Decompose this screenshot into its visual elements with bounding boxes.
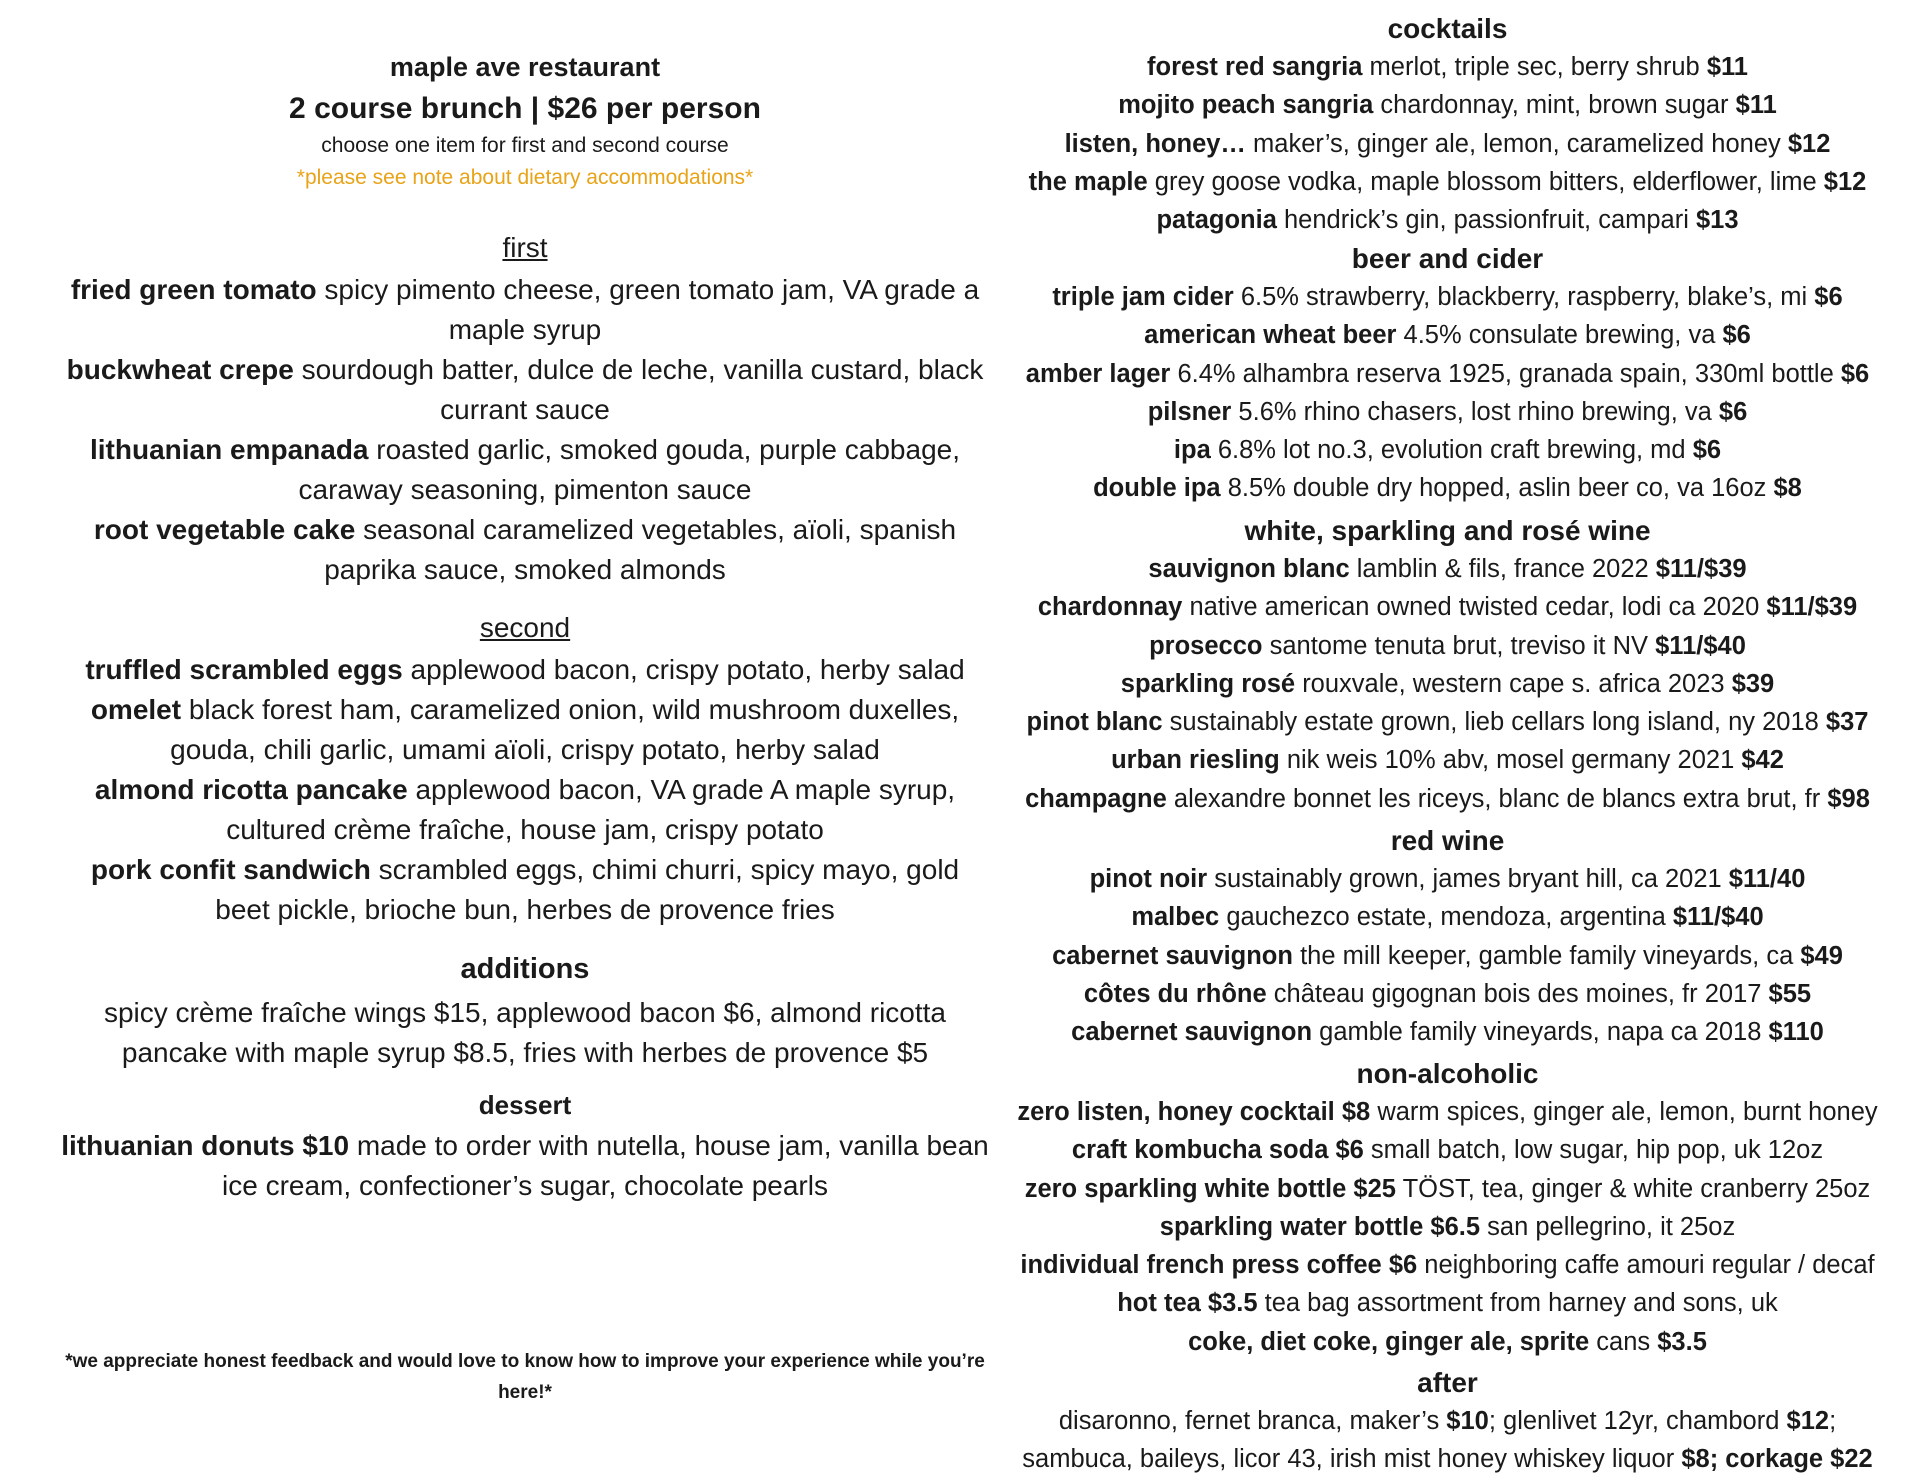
after-section <box>1000 1364 1895 1479</box>
drink-name: sauvignon blanc <box>1148 555 1350 583</box>
drink-item <box>1000 1093 1895 1131</box>
drink-desc: hendrick’s gin, passionfruit, campari <box>1284 206 1689 235</box>
drink-item <box>1000 201 1895 239</box>
additions-title: additions <box>460 953 590 985</box>
drink-desc: sustainably estate grown, lieb cellars long island, ny 2018 <box>1169 708 1819 737</box>
after-text: disaronno, fernet branca, maker’s <box>1058 1407 1440 1435</box>
drink-item <box>1000 627 1895 665</box>
drink-name: forest red sangria <box>1147 53 1363 81</box>
brunch-subtitle: 2 course brunch | $26 per person <box>289 92 761 125</box>
menu-item <box>60 770 990 850</box>
red-wine-title: red wine <box>1390 825 1505 856</box>
drink-item <box>1000 469 1895 507</box>
white-wine-section <box>1000 512 1895 818</box>
drink-price: $11/$39 <box>1655 555 1747 583</box>
beer-title: beer and cider <box>1351 243 1544 274</box>
drink-name: zero listen, honey cocktail $8 <box>1017 1098 1371 1126</box>
drink-name: prosecco <box>1149 631 1263 660</box>
cocktails-section <box>1000 10 1895 239</box>
drink-item <box>1000 860 1895 898</box>
drink-desc: 5.6% rhino chasers, lost rhino brewing, va <box>1238 397 1712 426</box>
drink-desc: 8.5% double dry hopped, aslin beer co, va 16oz <box>1227 474 1767 503</box>
feedback-note: *we appreciate honest feedback and would love to know how to improve your experience while you’re here!* <box>65 1351 985 1403</box>
drink-item <box>1000 431 1895 469</box>
drink-desc: merlot, triple sec, berry shrub <box>1369 53 1700 81</box>
drink-desc: neighboring caffe amouri regular / decaf <box>1424 1251 1875 1280</box>
after-price: $8; corkage $22 <box>1681 1445 1873 1474</box>
drink-price: $13 <box>1695 206 1739 235</box>
drink-name: patagonia <box>1156 206 1277 235</box>
drink-price: $6 <box>1814 283 1843 311</box>
after-title: after <box>1417 1367 1478 1398</box>
additions-text: spicy crème fraîche wings $15, applewood bacon $6, almond ricotta pancake with maple syrup $8.5, fries with herbes de provence $5 <box>103 997 947 1068</box>
second-course-heading <box>60 612 990 644</box>
first-course-title: first <box>502 232 548 263</box>
item-name: truffled scrambled eggs <box>85 654 403 685</box>
drink-price: $11/$40 <box>1672 903 1764 932</box>
drink-desc: alexandre bonnet les riceys, blanc de blancs extra brut, fr <box>1173 784 1821 813</box>
item-name: root vegetable cake <box>93 514 356 545</box>
drink-desc: warm spices, ginger ale, lemon, burnt honey <box>1377 1098 1878 1126</box>
item-name: fried green tomato <box>70 274 317 305</box>
drink-name: pinot noir <box>1089 865 1208 893</box>
drink-price: $6 <box>1718 397 1748 426</box>
drink-name: champagne <box>1025 784 1167 813</box>
drink-price: $11/40 <box>1728 865 1806 893</box>
dessert-title: dessert <box>478 1090 572 1120</box>
drink-item <box>1000 898 1895 936</box>
drink-name: listen, honey… <box>1064 129 1246 158</box>
drink-name: sparkling rosé <box>1120 669 1296 698</box>
drink-price: $8 <box>1773 474 1802 503</box>
drink-desc: nik weis 10% abv, mosel germany 2021 <box>1286 746 1735 775</box>
drink-item <box>1000 278 1895 316</box>
after-text: ; <box>1829 1407 1837 1435</box>
drink-price: $6 <box>1692 436 1722 465</box>
non-alcoholic-title: non-alcoholic <box>1356 1058 1539 1089</box>
item-desc: black forest ham, caramelized onion, wild mushroom duxelles, gouda, chili garlic, umami aïoli, crispy potato, herby salad <box>170 694 960 765</box>
drink-name: urban riesling <box>1111 746 1280 775</box>
drink-item <box>1000 1131 1895 1169</box>
drink-name: cabernet sauvignon <box>1052 941 1293 970</box>
drink-price: $49 <box>1800 941 1843 970</box>
item-name: lithuanian empanada <box>90 434 369 465</box>
item-desc: sourdough batter, dulce de leche, vanilla custard, black currant sauce <box>301 354 984 425</box>
drink-item <box>1000 355 1895 393</box>
item-desc: applewood bacon, crispy potato, herby salad <box>410 654 965 685</box>
drink-name: coke, diet coke, ginger ale, sprite <box>1188 1327 1590 1356</box>
drink-item <box>1000 703 1895 741</box>
drink-price: $42 <box>1741 746 1784 775</box>
drink-desc: tea bag assortment from harney and sons, uk <box>1264 1289 1778 1318</box>
drink-price: $11/$40 <box>1655 631 1746 660</box>
drink-item <box>1000 86 1895 124</box>
red-wine-section <box>1000 822 1895 1051</box>
drink-name: individual french press coffee $6 <box>1020 1251 1418 1280</box>
menu-item <box>60 690 990 770</box>
item-desc: roasted garlic, smoked gouda, purple cabbage, caraway seasoning, pimenton sauce <box>298 434 960 505</box>
after-line-1 <box>1000 1402 1895 1440</box>
drink-name: sparkling water bottle $6.5 <box>1159 1212 1481 1241</box>
drink-price: $37 <box>1825 708 1869 737</box>
drink-item <box>1000 588 1895 626</box>
drink-name: double ipa <box>1093 474 1221 503</box>
drink-name: zero sparkling white bottle $25 <box>1024 1174 1396 1203</box>
item-desc: made to order with nutella, house jam, vanilla bean ice cream, confectioner’s sugar, chocolate pearls <box>222 1130 989 1201</box>
drink-desc: rouxvale, western cape s. africa 2023 <box>1302 669 1725 698</box>
drink-name: hot tea $3.5 <box>1117 1289 1258 1318</box>
menu-item <box>60 350 990 430</box>
drink-item <box>1000 1170 1895 1208</box>
drink-item <box>1000 1246 1895 1284</box>
second-course-title: second <box>479 612 571 643</box>
first-course-list <box>60 270 990 590</box>
drink-name: cabernet sauvignon <box>1071 1018 1313 1047</box>
menu-item <box>60 1126 990 1206</box>
item-desc: scrambled eggs, chimi churri, spicy mayo, gold beet pickle, brioche bun, herbes de provence fries <box>215 854 960 925</box>
drink-name: chardonnay <box>1037 593 1183 622</box>
drink-desc: native american owned twisted cedar, lodi ca 2020 <box>1189 593 1760 622</box>
drink-name: côtes du rhône <box>1083 979 1267 1008</box>
drink-desc: gamble family vineyards, napa ca 2018 <box>1319 1018 1762 1047</box>
drink-item <box>1000 316 1895 354</box>
dessert-list <box>60 1126 990 1206</box>
drink-name: amber lager <box>1025 359 1171 388</box>
white-wine-title: white, sparkling and rosé wine <box>1244 515 1651 546</box>
drink-desc: lamblin & fils, france 2022 <box>1356 555 1649 583</box>
drink-item <box>1000 665 1895 703</box>
item-desc: spicy pimento cheese, green tomato jam, VA grade a maple syrup <box>324 274 980 345</box>
drink-desc: chardonnay, mint, brown sugar <box>1380 91 1729 120</box>
drink-desc: small batch, low sugar, hip pop, uk 12oz <box>1370 1136 1824 1165</box>
item-name: omelet <box>90 694 182 725</box>
drink-name: triple jam cider <box>1052 283 1234 311</box>
drink-desc: 6.4% alhambra reserva 1925, granada spain, 330ml bottle <box>1177 359 1834 388</box>
drink-item <box>1000 1208 1895 1246</box>
item-name: almond ricotta pancake <box>94 774 408 805</box>
drink-name: ipa <box>1173 436 1211 465</box>
brunch-instruction: choose one item for first and second course <box>321 134 729 157</box>
drink-desc: sustainably grown, james bryant hill, ca 2021 <box>1214 865 1722 893</box>
item-desc: seasonal caramelized vegetables, aïoli, spanish paprika sauce, smoked almonds <box>324 514 957 585</box>
drink-price: $11 <box>1735 91 1777 120</box>
drink-desc: maker’s, ginger ale, lemon, caramelized honey <box>1253 129 1781 158</box>
drink-item <box>1000 741 1895 779</box>
drink-desc: gauchezco estate, mendoza, argentina <box>1226 903 1666 932</box>
menu-item <box>60 430 990 510</box>
drink-price: $11 <box>1706 53 1748 81</box>
dietary-note: *please see note about dietary accommodations* <box>296 166 754 189</box>
menu-item <box>60 270 990 350</box>
drink-item <box>1000 937 1895 975</box>
drink-price: $110 <box>1768 1018 1824 1047</box>
item-name: lithuanian donuts $10 <box>61 1130 350 1161</box>
second-course-list <box>60 650 990 930</box>
item-name: buckwheat crepe <box>66 354 294 385</box>
after-text: sambuca, baileys, licor 43, irish mist honey whiskey liquor <box>1022 1445 1675 1474</box>
after-price: $12 <box>1786 1407 1830 1435</box>
drink-price: $98 <box>1827 784 1870 813</box>
drink-desc: 4.5% consulate brewing, va <box>1403 321 1716 350</box>
drink-price: $12 <box>1823 167 1867 196</box>
drink-item <box>1000 1013 1895 1051</box>
drink-desc: 6.5% strawberry, blackberry, raspberry, blake’s, mi <box>1240 283 1808 311</box>
drink-item <box>1000 125 1895 163</box>
drink-desc: san pellegrino, it 25oz <box>1487 1212 1736 1241</box>
cocktails-title: cocktails <box>1387 13 1508 44</box>
drink-price: $11/$39 <box>1766 593 1858 622</box>
drink-item <box>1000 1284 1895 1322</box>
drink-desc: château gigognan bois des moines, fr 2017 <box>1273 979 1762 1008</box>
menu-item <box>60 510 990 590</box>
drink-item <box>1000 550 1895 588</box>
menu-item <box>60 650 990 690</box>
after-line-2 <box>1000 1440 1895 1478</box>
drink-desc: cans <box>1596 1327 1651 1356</box>
drink-name: pinot blanc <box>1026 708 1163 737</box>
drink-name: malbec <box>1131 903 1220 932</box>
drink-desc: the mill keeper, gamble family vineyards, ca <box>1300 941 1794 970</box>
restaurant-name: maple ave restaurant <box>389 52 661 82</box>
drink-item <box>1000 975 1895 1013</box>
non-alcoholic-section <box>1000 1055 1895 1361</box>
first-course-heading <box>60 232 990 264</box>
menu-item <box>60 850 990 930</box>
drink-item <box>1000 48 1895 86</box>
item-name: pork confit sandwich <box>90 854 371 885</box>
drink-item <box>1000 393 1895 431</box>
drink-price: $6 <box>1840 359 1870 388</box>
drink-desc: santome tenuta brut, treviso it NV <box>1269 631 1649 660</box>
drink-price: $3.5 <box>1657 1327 1707 1356</box>
drink-name: the maple <box>1028 167 1148 196</box>
drink-desc: grey goose vodka, maple blossom bitters, elderflower, lime <box>1154 167 1817 196</box>
drink-price: $55 <box>1768 979 1812 1008</box>
drink-item <box>1000 780 1895 818</box>
drink-name: mojito peach sangria <box>1118 91 1374 120</box>
drink-price: $12 <box>1787 129 1831 158</box>
drink-item <box>1000 163 1895 201</box>
drink-name: craft kombucha soda $6 <box>1071 1136 1364 1165</box>
after-price: $10 <box>1446 1407 1489 1435</box>
drink-price: $39 <box>1731 669 1775 698</box>
drink-price: $6 <box>1722 321 1751 350</box>
drink-name: american wheat beer <box>1144 321 1397 350</box>
after-text: ; glenlivet 12yr, chambord <box>1488 1407 1780 1435</box>
drink-item <box>1000 1323 1895 1361</box>
item-desc: applewood bacon, VA grade A maple syrup, cultured crème fraîche, house jam, crispy potato <box>226 774 956 845</box>
beer-section <box>1000 240 1895 508</box>
drink-name: pilsner <box>1147 397 1232 426</box>
drink-desc: 6.8% lot no.3, evolution craft brewing, md <box>1217 436 1686 465</box>
drink-desc: TÖST, tea, ginger & white cranberry 25oz <box>1402 1174 1871 1203</box>
